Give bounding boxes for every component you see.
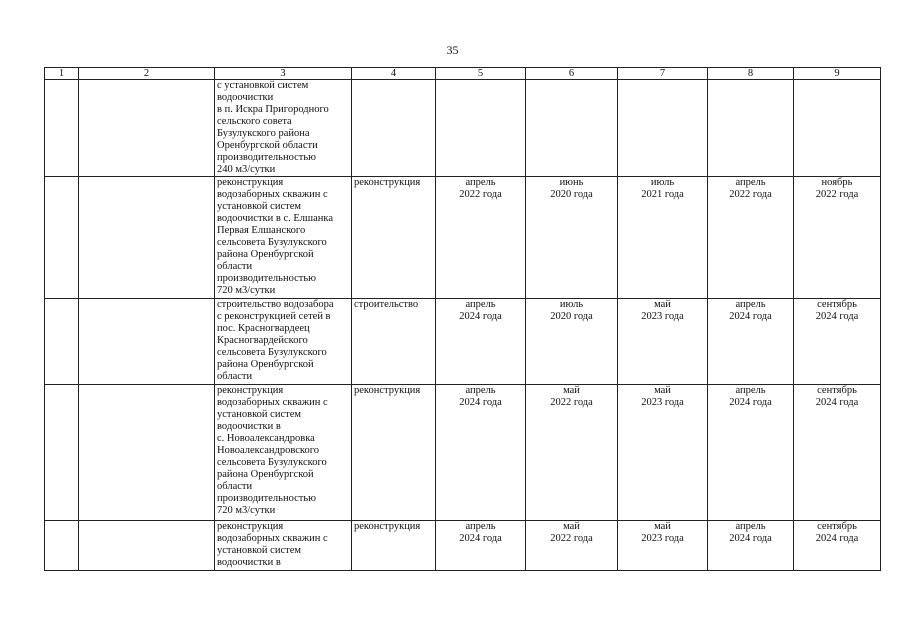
cell-date-c7 bbox=[618, 385, 708, 521]
table-row bbox=[45, 385, 881, 521]
cell-text-line: 2023 года bbox=[641, 397, 684, 408]
cell-text-line: 2024 года bbox=[459, 533, 502, 544]
cell-date-c6 bbox=[526, 177, 618, 299]
cell-name bbox=[79, 385, 215, 521]
cell-text-line: в п. Искра Пригородного bbox=[217, 104, 329, 115]
header-row bbox=[45, 68, 881, 80]
cell-number bbox=[45, 385, 79, 521]
cell-text-line: 2024 года bbox=[729, 311, 772, 322]
cell-text-line: апрель bbox=[465, 385, 496, 396]
cell-text-line: реконструкция bbox=[217, 177, 284, 188]
cell-text-line: июнь bbox=[559, 177, 584, 188]
cell-text-line: водозаборных скважин с bbox=[217, 397, 328, 408]
schedule-table bbox=[44, 67, 881, 571]
cell-text-line: апрель bbox=[735, 385, 766, 396]
cell-date-c6 bbox=[526, 299, 618, 385]
cell-date-c8 bbox=[708, 299, 794, 385]
cell-text-line: Новоалександровского bbox=[217, 445, 320, 456]
cell-work-type bbox=[352, 80, 436, 177]
cell-work-type bbox=[352, 299, 436, 385]
cell-name bbox=[79, 80, 215, 177]
cell-text-line: 2024 года bbox=[815, 311, 859, 322]
cell-text-line: производительностью bbox=[217, 152, 316, 163]
cell-text-line: сельсовета Бузулукского bbox=[217, 457, 327, 468]
cell-text-line: 2020 года bbox=[550, 311, 593, 322]
cell-text-line: области bbox=[217, 261, 253, 272]
cell-text-line: июль bbox=[650, 177, 675, 188]
cell-date-c8 bbox=[708, 385, 794, 521]
cell-number bbox=[45, 521, 79, 571]
header-cell: 7 bbox=[618, 68, 708, 80]
cell-text-line: с реконструкцией сетей в bbox=[217, 311, 331, 322]
cell-text-line: сентябрь bbox=[817, 299, 857, 310]
cell-text-line: с. Новоалександровка bbox=[217, 433, 315, 444]
cell-text-line: строительство водозабора bbox=[217, 299, 334, 310]
cell-date-c7 bbox=[618, 299, 708, 385]
cell-text-line: 2020 года bbox=[550, 189, 593, 200]
cell-text-line: водоочистки в bbox=[217, 557, 281, 568]
cell-date-c9 bbox=[794, 80, 881, 177]
cell-text-line: 2023 года bbox=[641, 311, 684, 322]
cell-date-c6 bbox=[526, 521, 618, 571]
cell-text-line: установкой систем bbox=[217, 409, 302, 420]
cell-text-line: 2024 года bbox=[459, 311, 502, 322]
cell-date-c9 bbox=[794, 521, 881, 571]
cell-text-line: сельского совета bbox=[217, 116, 292, 127]
cell-text-line: Первая Елшанского bbox=[217, 225, 306, 236]
cell-text-line: май bbox=[654, 385, 671, 396]
cell-date-c5 bbox=[436, 80, 526, 177]
header-cell: 6 bbox=[526, 68, 618, 80]
cell-text-line: сентябрь bbox=[817, 521, 857, 532]
cell-text-line: реконструкция bbox=[217, 385, 284, 396]
cell-date-c9 bbox=[794, 385, 881, 521]
cell-text-line: июль bbox=[559, 299, 584, 310]
cell-text-line: 2024 года bbox=[815, 533, 859, 544]
cell-text-line: май bbox=[563, 521, 580, 532]
cell-text-line: водоочистки bbox=[217, 92, 274, 103]
cell-text-line: 2022 года bbox=[459, 189, 502, 200]
cell-number bbox=[45, 177, 79, 299]
cell-text-line: май bbox=[654, 299, 671, 310]
header-cell: 8 bbox=[708, 68, 794, 80]
cell-text-line: производительностью bbox=[217, 273, 316, 284]
cell-text-line: установкой систем bbox=[217, 201, 302, 212]
header-cell: 4 bbox=[352, 68, 436, 80]
cell-text-line: установкой систем bbox=[217, 545, 302, 556]
cell-work-type bbox=[352, 521, 436, 571]
header-cell: 1 bbox=[45, 68, 79, 80]
cell-text-line: апрель bbox=[465, 521, 496, 532]
header-cell: 2 bbox=[79, 68, 215, 80]
cell-text-line: 2024 года bbox=[729, 397, 772, 408]
cell-text-line: 2022 года bbox=[729, 189, 772, 200]
cell-date-c7 bbox=[618, 521, 708, 571]
cell-text-line: Бузулукского района bbox=[217, 128, 310, 139]
cell-text-line: апрель bbox=[735, 177, 766, 188]
cell-text-line: апрель bbox=[465, 177, 496, 188]
cell-work-type bbox=[352, 177, 436, 299]
cell-text-line: строительство bbox=[354, 299, 419, 310]
cell-text-line: 2022 года bbox=[550, 533, 593, 544]
cell-text-line: водоочистки в bbox=[217, 421, 281, 432]
cell-description bbox=[215, 521, 352, 571]
cell-number bbox=[45, 80, 79, 177]
cell-text-line: май bbox=[563, 385, 580, 396]
cell-text-line: апрель bbox=[735, 521, 766, 532]
header-cell: 5 bbox=[436, 68, 526, 80]
header-cell: 9 bbox=[794, 68, 881, 80]
table-row bbox=[45, 80, 881, 177]
page-number: 35 bbox=[446, 43, 459, 57]
cell-text-line: апрель bbox=[465, 299, 496, 310]
cell-text-line: с установкой систем bbox=[217, 80, 309, 91]
cell-text-line: водозаборных скважин с bbox=[217, 189, 328, 200]
cell-description bbox=[215, 299, 352, 385]
cell-name bbox=[79, 299, 215, 385]
cell-text-line: сентябрь bbox=[817, 385, 857, 396]
cell-description bbox=[215, 80, 352, 177]
cell-text-line: 2022 года bbox=[815, 189, 859, 200]
cell-date-c6 bbox=[526, 385, 618, 521]
cell-text-line: 240 м3/сутки bbox=[217, 164, 276, 175]
cell-description bbox=[215, 177, 352, 299]
cell-text-line: области bbox=[217, 481, 253, 492]
cell-text-line: май bbox=[654, 521, 671, 532]
cell-text-line: 720 м3/сутки bbox=[217, 285, 276, 296]
cell-text-line: района Оренбургской bbox=[217, 469, 314, 480]
cell-date-c5 bbox=[436, 299, 526, 385]
cell-date-c7 bbox=[618, 177, 708, 299]
cell-text-line: водоочистки в с. Елшанка bbox=[217, 213, 334, 224]
cell-text-line: реконструкция bbox=[354, 385, 421, 396]
cell-date-c5 bbox=[436, 385, 526, 521]
cell-text-line: сельсовета Бузулукского bbox=[217, 237, 327, 248]
cell-text-line: ноябрь bbox=[821, 177, 853, 188]
cell-text-line: 2024 года bbox=[729, 533, 772, 544]
cell-text-line: Красногвардейского bbox=[217, 335, 308, 346]
cell-text-line: района Оренбургской bbox=[217, 249, 314, 260]
table-row bbox=[45, 299, 881, 385]
cell-text-line: апрель bbox=[735, 299, 766, 310]
table-row bbox=[45, 177, 881, 299]
cell-text-line: реконструкция bbox=[354, 521, 421, 532]
cell-text-line: 2024 года bbox=[815, 397, 859, 408]
header-cell: 3 bbox=[215, 68, 352, 80]
cell-text-line: производительностью bbox=[217, 493, 316, 504]
cell-text-line: района Оренбургской bbox=[217, 359, 314, 370]
cell-text-line: сельсовета Бузулукского bbox=[217, 347, 327, 358]
cell-work-type bbox=[352, 385, 436, 521]
cell-date-c8 bbox=[708, 521, 794, 571]
cell-text-line: реконструкция bbox=[354, 177, 421, 188]
cell-date-c5 bbox=[436, 521, 526, 571]
cell-date-c7 bbox=[618, 80, 708, 177]
cell-date-c8 bbox=[708, 177, 794, 299]
cell-text-line: водозаборных скважин с bbox=[217, 533, 328, 544]
cell-name bbox=[79, 521, 215, 571]
cell-description bbox=[215, 385, 352, 521]
cell-date-c5 bbox=[436, 177, 526, 299]
cell-date-c6 bbox=[526, 80, 618, 177]
cell-text-line: 720 м3/сутки bbox=[217, 505, 276, 516]
cell-text-line: Оренбургской области bbox=[217, 140, 318, 151]
cell-number bbox=[45, 299, 79, 385]
cell-date-c8 bbox=[708, 80, 794, 177]
cell-name bbox=[79, 177, 215, 299]
cell-text-line: реконструкция bbox=[217, 521, 284, 532]
table-row bbox=[45, 521, 881, 571]
cell-text-line: 2024 года bbox=[459, 397, 502, 408]
cell-text-line: 2022 года bbox=[550, 397, 593, 408]
cell-text-line: пос. Красногвардеец bbox=[217, 323, 310, 334]
cell-text-line: 2021 года bbox=[641, 189, 684, 200]
cell-date-c9 bbox=[794, 299, 881, 385]
cell-text-line: области bbox=[217, 371, 253, 382]
cell-text-line: 2023 года bbox=[641, 533, 684, 544]
cell-date-c9 bbox=[794, 177, 881, 299]
